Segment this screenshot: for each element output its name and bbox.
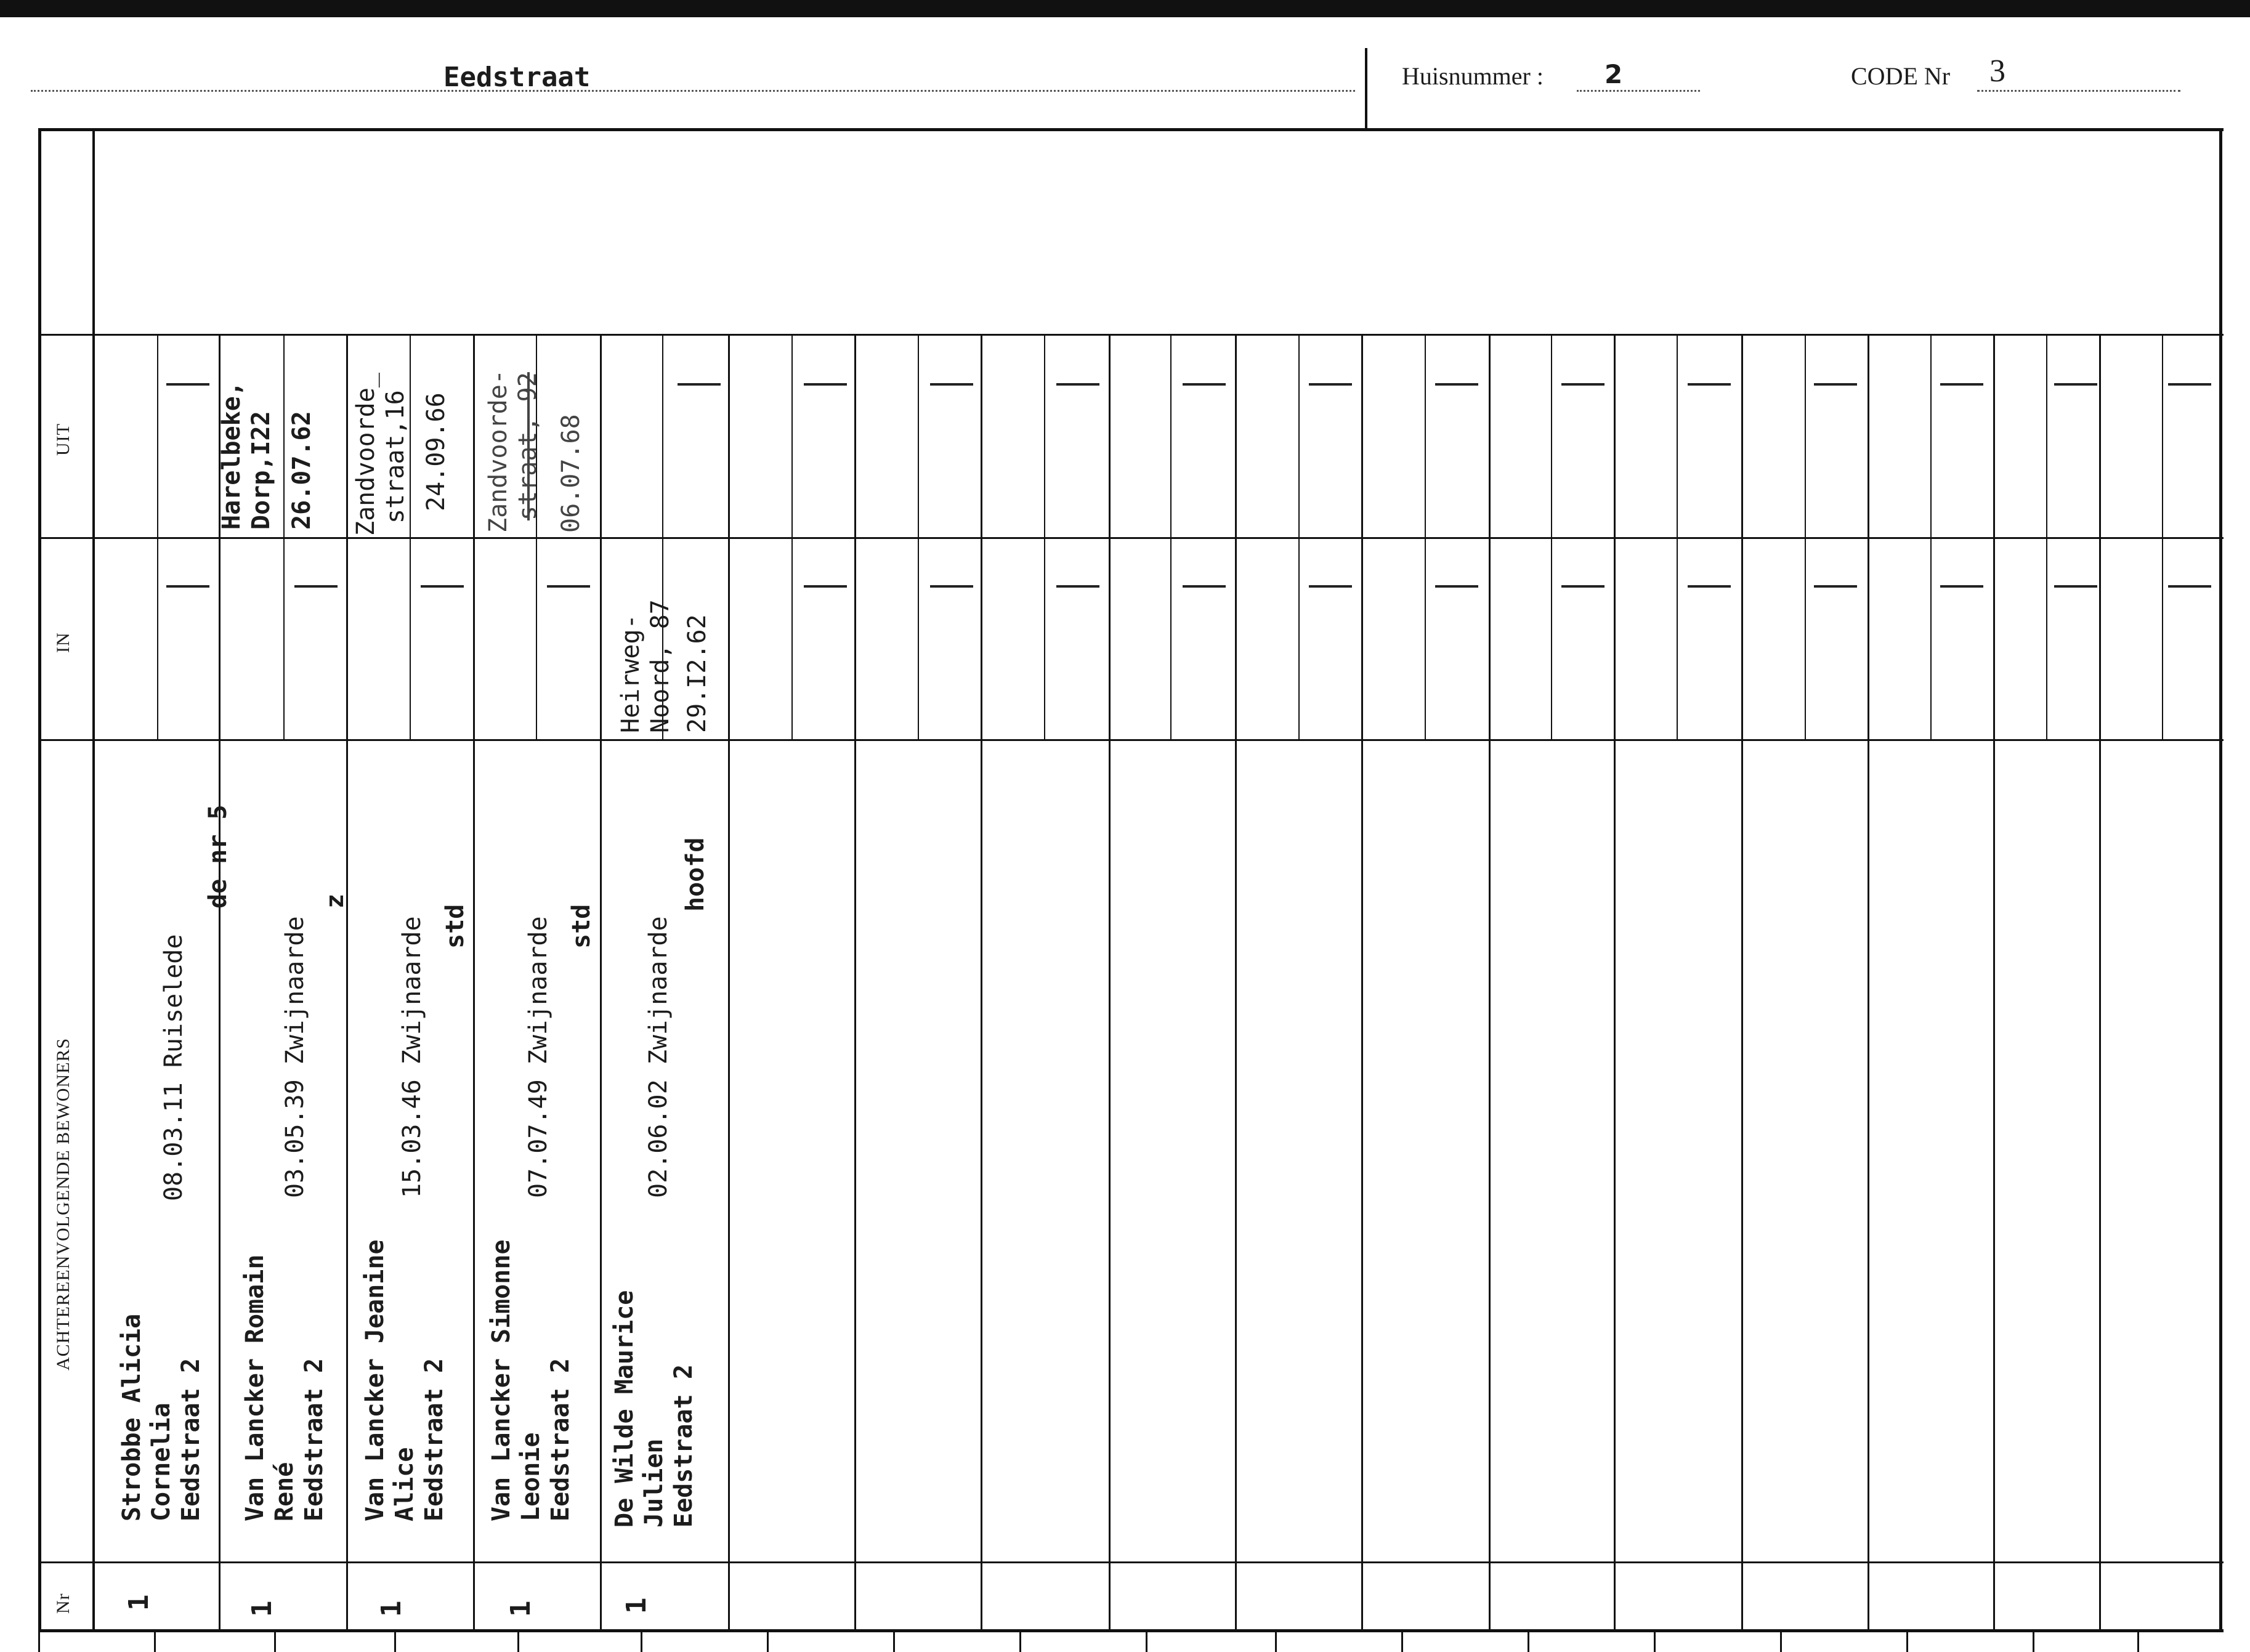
resident-1-nr: 1 [123,1594,155,1611]
resident-1-name [117,1314,206,1521]
resident-5-in-line2: Noord, 87 [646,599,674,733]
bottom-tick [1019,1632,1021,1652]
subcolumn-divider [1298,336,1300,739]
column-divider [1361,336,1363,1631]
resident-1-birth: 08.03.11 Ruiselede [160,934,188,1201]
column-divider [1235,336,1237,1631]
column-divider [2099,336,2101,1631]
empty-dash [2054,585,2097,588]
column-divider [981,336,982,1631]
subcolumn-divider [1930,336,1932,739]
empty-dash [1814,585,1857,588]
empty-dash [2168,383,2211,386]
resident-5-note: hoofd [681,837,710,912]
resident-3-uit-line1: Zandvoorde_ [352,373,380,536]
subcolumn-divider [791,336,793,739]
resident-2-line1: Van Lancker Romain [241,1254,269,1521]
column-divider [1489,336,1491,1631]
empty-dash [2168,585,2211,588]
resident-3-nr: 1 [376,1600,407,1617]
resident-3-uit-line3: 24.09.66 [422,392,450,511]
empty-dash [1056,383,1099,386]
resident-5-birth: 02.06.02 Zwijnaarde [644,916,673,1198]
column-divider [219,336,221,1631]
bottom-tick [641,1632,642,1652]
resident-1-line2: Cornelia [147,1403,176,1521]
empty-dash [1688,585,1731,588]
resident-4-line3: Eedstraat 2 [546,1358,575,1521]
subcolumn-divider [1170,336,1172,739]
empty-dash [1561,585,1605,588]
bottom-tick [517,1632,519,1652]
empty-dash [1688,383,1731,386]
column-divider [1109,336,1111,1631]
resident-2-name [240,1255,329,1521]
resident-5-line3: Eedstraat 2 [670,1364,698,1528]
frame-bottom [38,1629,2224,1632]
street-name: Eedstraat [443,62,591,93]
subcolumn-divider [157,336,158,739]
resident-3-note: std [441,904,469,949]
resident-2-line2: René [270,1462,299,1521]
resident-3-line1: Van Lancker Jeanine [361,1239,389,1521]
bottom-tick [1654,1632,1656,1652]
resident-3-uit [351,373,451,536]
empty-dash [1183,585,1226,588]
resident-5-line1: De Wilde Maurice [610,1290,639,1528]
subcolumn-divider [2162,336,2163,739]
empty-dash [1056,585,1099,588]
column-divider [854,336,856,1631]
resident-1-line1: Strobbe Alicia [118,1313,146,1521]
empty-dash [804,585,847,588]
empty-dash [1814,383,1857,386]
resident-4-uit-line3: 06.07.68 [557,414,585,533]
huisnummer-value: 2 [1605,59,1623,89]
empty-dash [1183,383,1226,386]
resident-4-name [487,1239,575,1521]
empty-dash [1561,383,1605,386]
frame-right [2219,128,2222,1632]
resident-2-uit-line3: 26.07.62 [288,411,316,530]
resident-4-line2: Leonie [517,1432,545,1521]
resident-3-line3: Eedstraat 2 [420,1358,448,1521]
empty-dash [930,383,973,386]
column-divider [346,336,348,1631]
section-label-in: IN [53,632,73,653]
empty-dash [166,585,209,588]
resident-4-nr: 1 [505,1600,536,1617]
resident-2-nr: 1 [246,1600,278,1617]
empty-dash [1940,383,1983,386]
bottom-tick [394,1632,396,1652]
subcolumn-divider [1677,336,1678,739]
subcolumn-divider [918,336,919,739]
empty-dash [930,585,973,588]
bottom-tick [1528,1632,1529,1652]
resident-5-line2: Julien [640,1438,668,1528]
column-divider [1614,336,1616,1631]
subcolumn-divider [2046,336,2047,739]
resident-2-birth: 03.05.39 Zwijnaarde [281,916,309,1198]
bottom-tick [893,1632,895,1652]
column-divider [473,336,475,1631]
empty-dash [1940,585,1983,588]
bottom-tick [38,1632,40,1652]
empty-dash [678,383,721,386]
bottom-tick [2033,1632,2034,1652]
bottom-tick [154,1632,156,1652]
subcolumn-divider [1425,336,1426,739]
header-divider [1365,48,1367,128]
resident-5-in [616,599,712,733]
resident-1-note: de nr 5 [204,804,232,909]
label-column-divider [92,128,95,1631]
resident-4-birth: 07.07.49 Zwijnaarde [524,916,552,1198]
subcolumn-divider [1551,336,1552,739]
empty-dash [1309,585,1352,588]
divider-bewoners-nr [38,1561,2224,1563]
resident-4-uit-line1: Zandvoorde- [484,370,512,533]
divider-in-bewoners [38,739,2224,741]
frame-top [38,128,2224,131]
section-label-uit: UIT [53,423,73,456]
section-label-nr: Nr [53,1593,73,1614]
resident-3-birth: 15.03.46 Zwijnaarde [398,916,426,1198]
resident-4-line1: Van Lancker Simonne [487,1239,516,1521]
bottom-tick [2137,1632,2139,1652]
empty-dash [166,383,209,386]
column-divider [1741,336,1743,1631]
bottom-tick [274,1632,276,1652]
huisnummer-label: Huisnummer : [1402,62,1544,90]
resident-2-uit-line2: Dorp,I22 [247,411,275,530]
empty-dash [421,585,464,588]
bottom-tick [1275,1632,1277,1652]
divider-top-uit [38,334,2224,336]
code-value: 3 [1989,54,2005,89]
column-divider [728,336,730,1631]
column-divider [1868,336,1869,1631]
bottom-tick [1401,1632,1403,1652]
bottom-tick [1146,1632,1147,1652]
section-label-bewoners: ACHTEREENVOLGENDE BEWONERS [53,1037,73,1371]
resident-2-note: z [321,893,349,909]
resident-3-uit-line2: straat,16 [381,390,410,524]
resident-4-uit-line2: straat, 92 [514,372,542,520]
resident-5-nr: 1 [621,1597,652,1614]
bottom-tick [767,1632,769,1652]
frame-left [38,128,41,1632]
huisnummer-dotted-line [1577,90,1700,92]
code-dotted-line [1977,90,2180,92]
resident-4-note: std [567,904,596,949]
resident-2-uit [217,381,317,530]
empty-dash [1435,585,1478,588]
column-divider [1993,336,1995,1631]
resident-5-name [610,1290,698,1528]
resident-5-in-line1: Heirweg- [617,614,645,733]
empty-dash [1309,383,1352,386]
code-label: CODE Nr [1851,62,1951,90]
empty-dash [294,585,338,588]
resident-3-line2: Alice [391,1447,419,1521]
empty-dash [1435,383,1478,386]
resident-2-uit-line1: Harelbeke, [217,381,246,530]
empty-dash [547,585,590,588]
column-divider [600,336,602,1631]
divider-uit-in [38,537,2224,539]
bottom-tick [1906,1632,1908,1652]
subcolumn-divider [1805,336,1806,739]
header-top-border [0,0,2250,17]
empty-dash [2054,383,2097,386]
resident-3-name [360,1239,449,1521]
resident-4-uit [484,370,586,533]
street-dotted-line [31,90,1355,92]
subcolumn-divider [1044,336,1045,739]
resident-1-line3: Eedstraat 2 [177,1358,205,1521]
resident-5-in-line3: 29.I2.62 [683,614,711,733]
bottom-tick [1780,1632,1782,1652]
empty-dash [804,383,847,386]
resident-2-line3: Eedstraat 2 [300,1358,328,1521]
